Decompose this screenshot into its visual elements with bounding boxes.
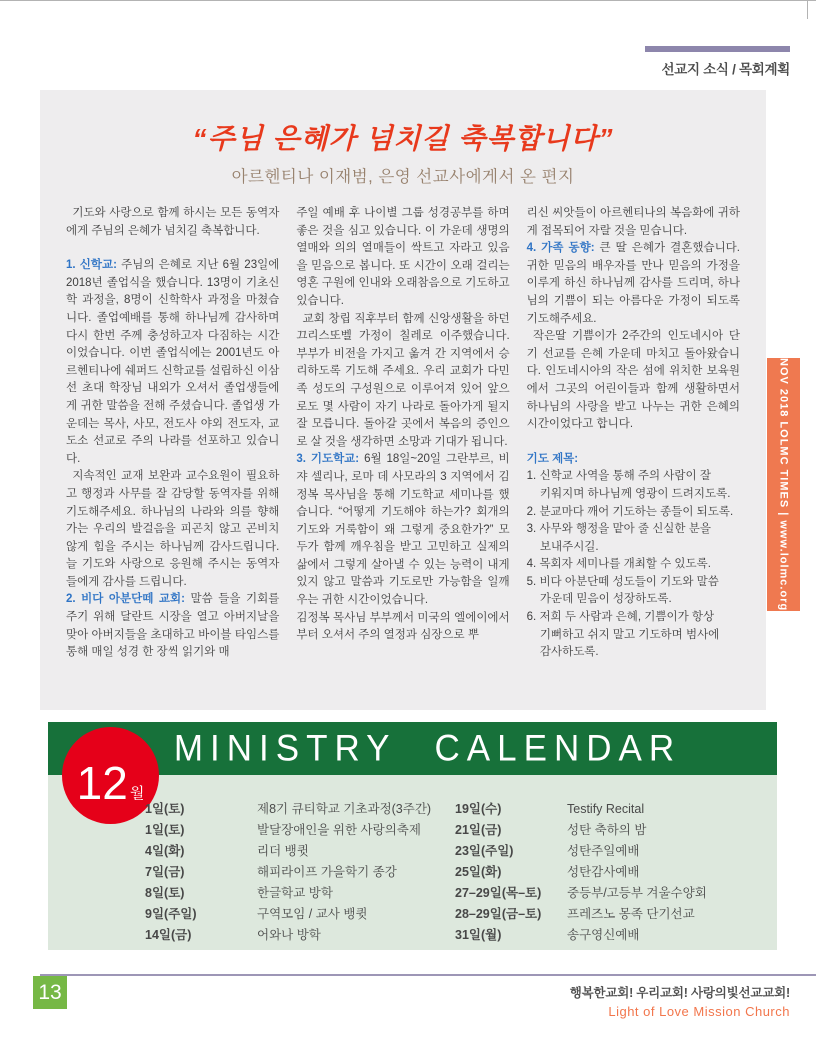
right-border-rule [807,0,808,19]
missionary-letter-section [40,90,766,710]
paragraph: 기도와 사랑으로 함께 하시는 모든 동역자에게 주님의 은혜가 넘치길 축복합니다. [66,207,280,237]
paragraph: 작은딸 기쁨이가 2주간의 인도네시아 단기 선교를 은혜 가운데 마치고 돌아왔습니다. 인도네시아의 작은 섬에 위치한 보육원에서 그곳의 어린이들과 함께 생활하면서 하나님의 사랑을 받고 나누는 귀한 은혜의 시간이었다고 합니다. [526,330,740,431]
letter-columns [66,205,740,695]
calendar-row: 19일(수) Testify Recital [455,802,645,816]
calendar-row: 31일(월) 송구영신예배 [455,928,640,942]
calendar-right-list [455,799,765,946]
footer-rule [40,974,816,976]
letter-column-2 [296,205,509,695]
calendar-row: 9일(주일) 구역모임 / 교사 뱅큇 [145,907,368,921]
calendar-row: 4일(화) 리더 뱅큇 [145,844,309,858]
issue-side-tab [767,358,800,611]
footer-tagline-korean: 행복한교회! 우리교회! 사랑의빛선교교회! [569,986,790,1000]
calendar-row: 1일(토) 발달장애인을 위한 사랑의축제 [145,823,421,837]
section-header-label: 선교지 소식 / 목회계획 [661,62,790,77]
paragraph: 리신 씨앗들이 아르헨티나의 복음화에 귀하게 접목되어 자랄 것을 믿습니다. [526,207,740,237]
prayer-topic-item: 2. 분교마다 깨어 기도하는 종들이 되도록. [526,505,734,518]
paragraph: 1. 신학교: 주님의 은혜로 지난 6월 23일에 2018년 졸업식을 했습니다. 13명이 기초신학 과정을, 8명이 신학학사 과정을 마쳤습니다. 졸업예배를 통해 하나님께 감사하며 다시 한번 주께 충성하고자 다짐하는 시간이었습니다. 이번 졸업식에는 2001년도 아르헨티나에 쉐퍼드 신학교를 설립하신 이삼선 초대 학장님 내외가 오셔서 졸업생들에게 귀한 말씀을 전해 주셨습니다. 졸업생 가운데는 목사, 사모, 전도사 야외 전도자, 교도소 선교로 주의 나라를 선포하고 있습니다. [66,259,280,465]
page-number-badge: 13 [33,976,67,1009]
prayer-topic-item: 5. 비다 아분단떼 성도들이 기도와 말씀 가운데 믿음이 성장하도록. [526,575,719,606]
calendar-row: 14일(금) 어와나 방학 [145,928,321,942]
calendar-row: 1일(토) 제8기 큐티학교 기초과정(3주간) [145,802,432,816]
letter-column-1 [66,205,279,695]
calendar-row: 8일(토) 한글학교 방학 [145,886,333,900]
footer-taglines [570,983,790,1019]
issue-side-tab-text: NOV 2018 LOLMC TIMES | www.lolmc.org [777,357,790,612]
calendar-row: 25일(화) 성탄감사예배 [455,865,640,879]
calendar-body [48,757,777,950]
paragraph: 교회 창립 직후부터 함께 신앙생활을 하던 끄리스또벨 가정이 칠레로 이주했습니다. 부부가 비전을 가지고 옮겨 간 지역에서 승리하도록 기도해 주세요. 우리 교회가 다민족 성도의 구성원으로 이루어져 있어 앞으로도 몇 사람이 자기 나라로 돌아가게 될지 잘 모릅니다. 돌아갈 곳에서 복음의 증인으로 살 것을 생각하면 소망과 기대가 됩니다. [296,312,510,448]
calendar-row: 27–29일(목–토) 중등부/고등부 겨울수양회 [455,886,707,900]
calendar-left-list [145,799,455,946]
paragraph: 지속적인 교재 보완과 교수요원이 필요하고 행정과 사무를 잘 감당할 동역자를 위해 기도해주세요. 하나님의 나라와 의를 향해 가는 우리의 발걸음을 피곤치 않고 곤비치 않게 힘을 주시는 하나님께 감사드립니다. 늘 기도와 사랑으로 응원해 주시는 동역자들에게 감사를 드립니다. [66,470,280,588]
letter-subtitle: 아르헨티나 이재범, 은영 선교사에게서 온 편지 [231,168,575,186]
prayer-topic-item: 3. 사무와 행정을 맡아 줄 신실한 분을 보내주시길. [526,523,711,553]
ministry-calendar-section [48,722,777,950]
prayer-topics-heading: 기도 제목: [526,452,579,465]
prayer-topic-item: 6. 저희 두 사람과 은혜, 기쁨이가 항상 기뻐하고 쉬지 말고 기도하며 범사에 감사하도록. [526,611,720,659]
prayer-topic-item: 4. 목회자 세미나를 개최할 수 있도록. [526,558,711,571]
month-suffix: 월 [129,785,145,802]
prayer-topic-item: 1. 신학교 사역을 통해 주의 사람이 잘 키워지며 하나님께 영광이 드려지도록. [526,470,731,500]
letter-column-3 [527,205,740,695]
paragraph: 3. 기도학교: 6월 18일~20일 그란부르, 비쟈 셀리나, 로마 데 사모라의 3 지역에서 김정복 목사님을 통해 기도학교 세미나를 했습니다. “어떻게 기도해야 하는가? 회개의 기도와 거룩함이 왜 그렇게 중요한가?” 모두가 함께 깨우침을 받고 고민하고 실제의 삶에서 그렇게 살아낼 수 있는 능력이 내게 있지 않고 말씀과 기도로만 가능함을 일깨우는 귀한 시간이었습니다. [296,453,510,607]
calendar-row: 28–29일(금–토) 프레즈노 몽족 단기선교 [455,907,695,921]
top-border-rule [0,0,816,1]
calendar-row: 21일(금) 성탄 축하의 밤 [455,823,647,837]
paragraph: 2. 비다 아분단떼 교회: 말씀 들을 기회를 주기 위해 달란트 시장을 열고 아버지날을 맞아 아버지들을 초대하고 바이블 타임스를 통해 매일 성경 한 장씩 읽기와 매 [66,593,280,659]
month-number: 12 [76,757,128,809]
paragraph: 4. 가족 동향: 큰 딸 은혜가 결혼했습니다. 귀한 믿음의 배우자를 만나 믿음의 가정을 이루게 하신 하나님께 감사를 드리며, 하나님의 기쁨이 되는 아름다운 가정이 되도록 기도해주세요. [526,242,740,325]
paragraph: 김정복 목사님 부부께서 미국의 엘에이에서부터 오셔서 주의 열정과 심장으로 뿌 [296,611,510,642]
calendar-title: MINISTRY CALENDAR [173,727,682,769]
letter-title: “주님 은혜가 넘치길 축복합니다” [192,123,614,154]
section-header-bar [645,46,790,52]
paragraph: 주일 예배 후 나이별 그룹 성경공부를 하며 좋은 것을 심고 있습니다. 이 가운데 생명의 열매와 의의 열매들이 싹트고 자라고 있음을 믿음으로 봅니다. 또 시간이 오래 걸리는 영혼 구원에 인내와 오래참음으로 기도하고 있습니다. [296,207,510,307]
calendar-row: 7일(금) 해피라이프 가을학기 종강 [145,865,397,879]
footer-tagline-english: Light of Love Mission Church [608,1004,790,1019]
calendar-row: 23일(주일) 성탄주일예배 [455,844,640,858]
